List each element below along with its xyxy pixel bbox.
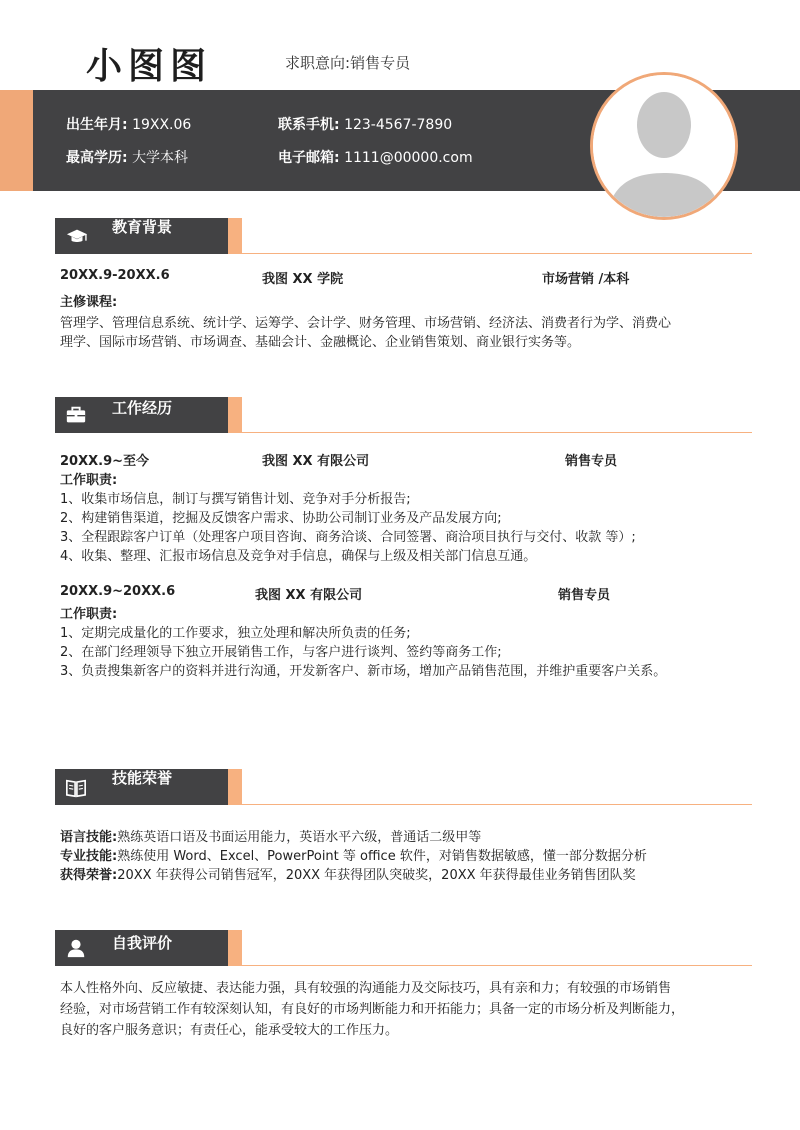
- self-evaluation-line: 本人性格外向、反应敏捷、表达能力强，具有较强的沟通能力及交际技巧，具有亲和力；有较强的市场销售: [60, 981, 672, 996]
- education-date: 20XX.9-20XX.6: [60, 268, 170, 283]
- phone-info: [278, 114, 452, 134]
- email-value: 1111@00000.com: [344, 150, 473, 166]
- birth-value: 19XX.06: [132, 117, 192, 133]
- duty-item: 2、在部门经理领导下独立开展销售工作，与客户进行谈判、签约等商务工作;: [60, 645, 502, 660]
- job-position: 销售专员: [558, 588, 611, 603]
- skill-label: 专业技能:: [60, 849, 118, 864]
- job-position: 销售专员: [565, 454, 618, 469]
- birth-info: [66, 114, 191, 134]
- duty-item: 3、全程跟踪客户订单（处理客户项目咨询、商务洽谈、合同签署、商洽项目执行与交付、收款 等）;: [60, 530, 636, 545]
- education-value: 大学本科: [132, 150, 189, 166]
- education-school: 我图 XX 学院: [262, 272, 344, 287]
- duty-item: 1、定期完成量化的工作要求，独立处理和解决所负责的任务;: [60, 626, 411, 641]
- section-title-education: 教育背景: [112, 218, 173, 236]
- courses-line: 理学、国际市场营销、市场调查、基础会计、金融概论、企业销售策划、商业银行实务等。: [60, 335, 581, 350]
- section-accent: [228, 930, 242, 966]
- skill-item: [60, 864, 636, 883]
- job-intent-label: 求职意向:: [285, 54, 351, 72]
- education-label: 最高学历:: [66, 150, 128, 166]
- self-evaluation: [60, 978, 760, 1041]
- job-date: 20XX.9~至今: [60, 454, 150, 469]
- job-intent: [285, 52, 410, 73]
- section-title-self: 自我评价: [112, 934, 173, 952]
- section-title-work: 工作经历: [112, 399, 173, 417]
- section-divider: [228, 965, 752, 966]
- section-accent: [228, 397, 242, 433]
- graduation-cap-icon: [66, 226, 88, 248]
- section-accent: [228, 769, 242, 805]
- self-evaluation-line: 经验，对市场营销工作有较深刻认知，有良好的市场判断能力和开拓能力；具备一定的市场分析及判断能力，: [60, 1002, 685, 1017]
- section-divider: [228, 804, 752, 805]
- email-info: [278, 147, 473, 167]
- person-icon: [65, 937, 87, 959]
- self-evaluation-line: 良好的客户服务意识；有责任心，能承受较大的工作压力。: [60, 1023, 399, 1038]
- skill-item: [60, 826, 481, 845]
- phone-value: 123-4567-7890: [344, 117, 453, 133]
- phone-label: 联系手机:: [278, 117, 340, 133]
- book-icon: [65, 777, 87, 799]
- job-date: 20XX.9~20XX.6: [60, 584, 176, 599]
- email-label: 电子邮箱:: [278, 150, 340, 166]
- skill-label: 获得荣誉:: [60, 868, 118, 883]
- duties-label: 工作职责:: [60, 607, 118, 622]
- avatar-placeholder-icon: [593, 75, 735, 217]
- section-accent: [228, 218, 242, 254]
- job-company: 我图 XX 有限公司: [255, 588, 363, 603]
- education-info: [66, 147, 188, 167]
- section-title-skills: 技能荣誉: [112, 769, 173, 787]
- skill-item: [60, 845, 647, 864]
- duties-label: 工作职责:: [60, 473, 118, 488]
- birth-label: 出生年月:: [66, 117, 128, 133]
- info-bar-accent: [0, 90, 33, 191]
- skill-label: 语言技能:: [60, 830, 118, 845]
- courses-label: 主修课程:: [60, 295, 118, 310]
- duty-item: 2、构建销售渠道，挖掘及反馈客户需求、协助公司制订业务及产品发展方向;: [60, 511, 502, 526]
- skill-value: 熟练使用 Word、Excel、PowerPoint 等 office 软件，对销售数据敏感，懂一部分数据分析: [117, 849, 647, 864]
- section-divider: [228, 432, 752, 433]
- candidate-name: 小图图: [86, 46, 213, 87]
- courses-line: 管理学、管理信息系统、统计学、运筹学、会计学、财务管理、市场营销、经济法、消费者行为学、消费心: [60, 316, 672, 331]
- skill-value: 20XX 年获得公司销售冠军，20XX 年获得团队突破奖，20XX 年获得最佳业务销售团队奖: [117, 868, 636, 883]
- section-divider: [228, 253, 752, 254]
- avatar: [590, 72, 738, 220]
- briefcase-icon: [65, 404, 87, 426]
- job-intent-value: 销售专员: [350, 54, 411, 72]
- duty-item: 1、收集市场信息，制订与撰写销售计划、竞争对手分析报告;: [60, 492, 411, 507]
- duty-item: 3、负责搜集新客户的资料并进行沟通，开发新客户、新市场，增加产品销售范围，并维护重要客户关系。: [60, 664, 667, 679]
- job-company: 我图 XX 有限公司: [262, 454, 370, 469]
- education-major: 市场营销 /本科: [542, 272, 630, 287]
- skill-value: 熟练英语口语及书面运用能力，英语水平六级，普通话二级甲等: [117, 830, 482, 845]
- duty-item: 4、收集、整理、汇报市场信息及竞争对手信息，确保与上级及相关部门信息互通。: [60, 549, 537, 564]
